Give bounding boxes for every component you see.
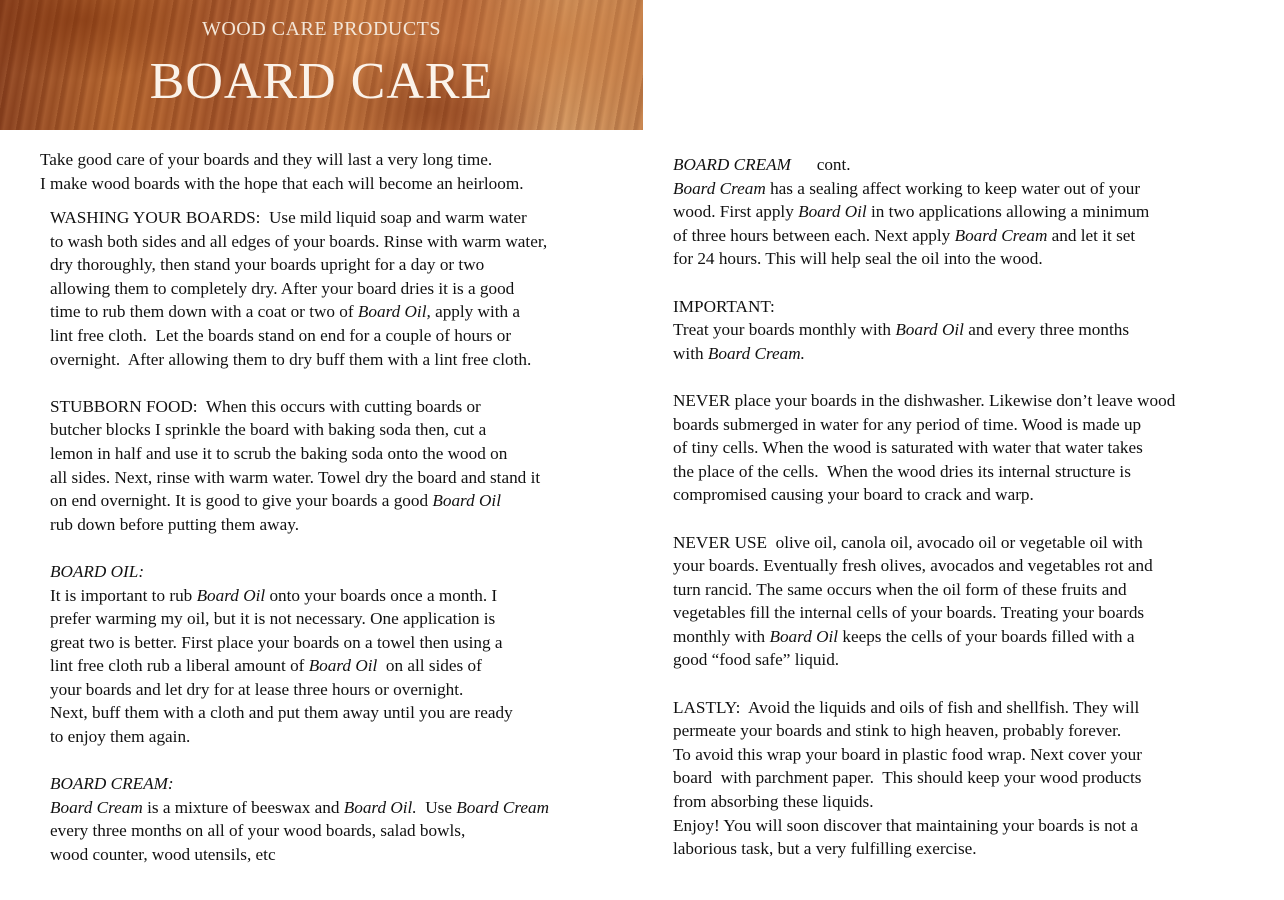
text-run: in two applications allowing a minimum [866,202,1150,222]
text-line [50,607,630,631]
italic-text: Board Oil [196,585,266,605]
text-line [673,483,1253,507]
text-line [50,418,630,442]
text-line [673,436,1253,460]
text-run: boards submerged in water for any period of time. Wood is made up [673,414,1142,434]
section-never-use [673,531,1253,673]
italic-text: Board Cream [456,797,550,817]
italic-text: BOARD OIL: [50,561,145,581]
text-line [673,790,1253,814]
intro-line: I make wood boards with the hope that each will become an heirloom. [40,173,524,193]
text-line [50,654,630,678]
text-run: all sides. Next, rinse with warm water. Towel dry the board and stand it [50,467,541,487]
section-important [673,295,1253,366]
section-board-cream-cont [673,153,1253,271]
text-run: time to rub them down with a coat or two of [50,302,358,322]
text-run: your boards. Eventually fresh olives, avocados and vegetables rot and [673,556,1153,576]
text-run: NEVER place your boards in the dishwasher. Likewise don’t leave wood [673,390,1176,410]
italic-text: Board Cream [50,797,143,817]
text-line [50,277,630,301]
text-line [50,819,630,843]
text-run: permeate your boards and stink to high heaven, probably forever. [673,721,1122,741]
text-line [673,743,1253,767]
text-run: keeps the cells of your boards filled with a [838,626,1135,646]
text-line [50,230,630,254]
text-run: LASTLY: Avoid the liquids and oils of fish and shellfish. They will [673,697,1140,717]
text-run: lint free cloth. Let the boards stand on end for a couple of hours or [50,325,512,345]
text-line [673,389,1253,413]
text-run: Enjoy! You will soon discover that maintaining your boards is not a [673,815,1138,835]
text-line [50,300,630,324]
text-line [673,578,1253,602]
text-run: STUBBORN FOOD: When this occurs with cutting boards or [50,396,481,416]
text-run: good “food safe” liquid. [673,650,840,670]
text-run: NEVER USE olive oil, canola oil, avocado oil or vegetable oil with [673,532,1143,552]
banner-title: BOARD CARE [149,53,494,110]
italic-text: BOARD CREAM [673,155,791,174]
text-run: of three hours between each. Next apply [673,225,955,245]
text-line [50,725,630,749]
text-line [673,460,1253,484]
italic-text: Board Cream [954,225,1048,245]
text-line [50,206,630,230]
text-run: monthly with [673,626,770,646]
text-line [50,701,630,725]
text-line [673,295,1253,319]
text-run: apply with a [430,302,521,322]
text-line [50,466,630,490]
section-lastly [673,696,1253,861]
text-run: to enjoy them again. [50,727,191,747]
text-run: the place of the cells. When the wood dries its internal structure is [673,461,1131,481]
italic-text: Board Oil [895,320,964,340]
italic-text: Board Oil. [343,797,417,817]
text-line [50,584,630,608]
italic-text: Board Oil, [357,302,431,322]
text-run: and every three months [963,320,1130,340]
italic-text: Board Oil [769,626,839,646]
text-line [673,224,1253,248]
text-run: Next, buff them with a cloth and put them away until you are ready [50,703,513,723]
section-washing [50,206,630,371]
section-board-oil [50,560,630,749]
text-run: overnight. After allowing them to dry buff them with a lint free cloth. [50,349,532,369]
italic-text: Board Oil [432,491,501,511]
text-run: It is important to rub [50,585,197,605]
text-run: IMPORTANT: [673,296,775,316]
italic-text: Board Cream. [707,343,805,363]
text-line [673,342,1253,366]
text-run: butcher blocks I sprinkle the board with baking soda then, cut a [50,420,487,440]
text-line [50,796,630,820]
text-line [50,772,630,796]
text-line [673,554,1253,578]
section-never-dishwasher [673,389,1253,507]
text-run: has a sealing affect working to keep water out of your [765,178,1141,198]
text-line [50,843,630,867]
text-run: lint free cloth rub a liberal amount of [50,656,309,676]
text-line [673,531,1253,555]
text-run: and let it set [1047,225,1136,245]
text-run: for 24 hours. This will help seal the oil into the wood. [673,249,1043,269]
text-line [673,177,1253,201]
text-run: wood. First apply [673,202,799,222]
text-line [50,253,630,277]
text-line [50,348,630,372]
text-run: every three months on all of your wood boards, salad bowls, [50,821,466,841]
text-run: vegetables fill the internal cells of your boards. Treating your boards [673,603,1145,623]
intro-text [40,148,640,195]
text-run: dry thoroughly, then stand your boards upright for a day or two [50,255,485,275]
text-run: Treat your boards monthly with [673,320,896,340]
intro-line: Take good care of your boards and they will last a very long time. [40,150,493,169]
text-line [50,324,630,348]
text-line [673,837,1253,861]
text-run: great two is better. First place your boards on a towel then using a [50,632,503,652]
italic-text: Board Oil [798,202,867,222]
banner-subtitle: WOOD CARE PRODUCTS [201,18,442,40]
header-banner [0,0,643,130]
italic-text: Board Oil [308,656,378,676]
text-run: with [673,343,708,363]
text-run: is a mixture of beeswax and [142,797,344,817]
text-run: laborious task, but a very fulfilling exercise. [673,839,977,859]
text-run: from absorbing these liquids. [673,792,874,812]
text-run: to wash both sides and all edges of your boards. Rinse with warm water, [50,231,548,251]
text-line [673,625,1253,649]
left-column [50,206,630,867]
text-line [673,766,1253,790]
text-run: board with parchment paper. This should keep your wood products [673,768,1142,788]
text-run: on all sides of [377,656,482,676]
text-run: compromised causing your board to crack and warp. [673,485,1034,505]
text-line [673,648,1253,672]
text-run: wood counter, wood utensils, etc [50,845,276,865]
text-run: WASHING YOUR BOARDS: Use mild liquid soap and warm water [50,208,527,227]
text-run: on end overnight. It is good to give your boards a good [50,491,433,511]
text-run: turn rancid. The same occurs when the oil form of these fruits and [673,579,1127,599]
text-run: rub down before putting them away. [50,514,299,534]
italic-text: BOARD CREAM: [50,774,174,794]
text-line [50,631,630,655]
text-line [673,153,1253,177]
text-run: prefer warming my oil, but it is not necessary. One application is [50,609,496,629]
text-line [673,719,1253,743]
text-line [673,318,1253,342]
text-run: To avoid this wrap your board in plastic food wrap. Next cover your [673,744,1142,764]
text-run: your boards and let dry for at lease three hours or overnight. [50,679,464,699]
text-line [50,678,630,702]
text-line [50,560,630,584]
section-board-cream [50,772,630,866]
text-run: Use [416,797,457,817]
text-run: lemon in half and use it to scrub the baking soda onto the wood on [50,443,508,463]
section-stubborn-food [50,395,630,537]
italic-text: Board Cream [673,178,766,198]
text-line [673,814,1253,838]
text-line [673,413,1253,437]
text-run: allowing them to completely dry. After your board dries it is a good [50,278,515,298]
text-line [673,200,1253,224]
text-run: onto your boards once a month. I [265,585,498,605]
text-run: cont. [790,155,851,174]
text-line [50,442,630,466]
text-run: of tiny cells. When the wood is saturated with water that water takes [673,438,1143,458]
text-line [50,489,630,513]
text-line [673,601,1253,625]
text-line [50,395,630,419]
text-line [50,513,630,537]
text-line [673,247,1253,271]
text-line [673,696,1253,720]
right-column [673,153,1253,861]
